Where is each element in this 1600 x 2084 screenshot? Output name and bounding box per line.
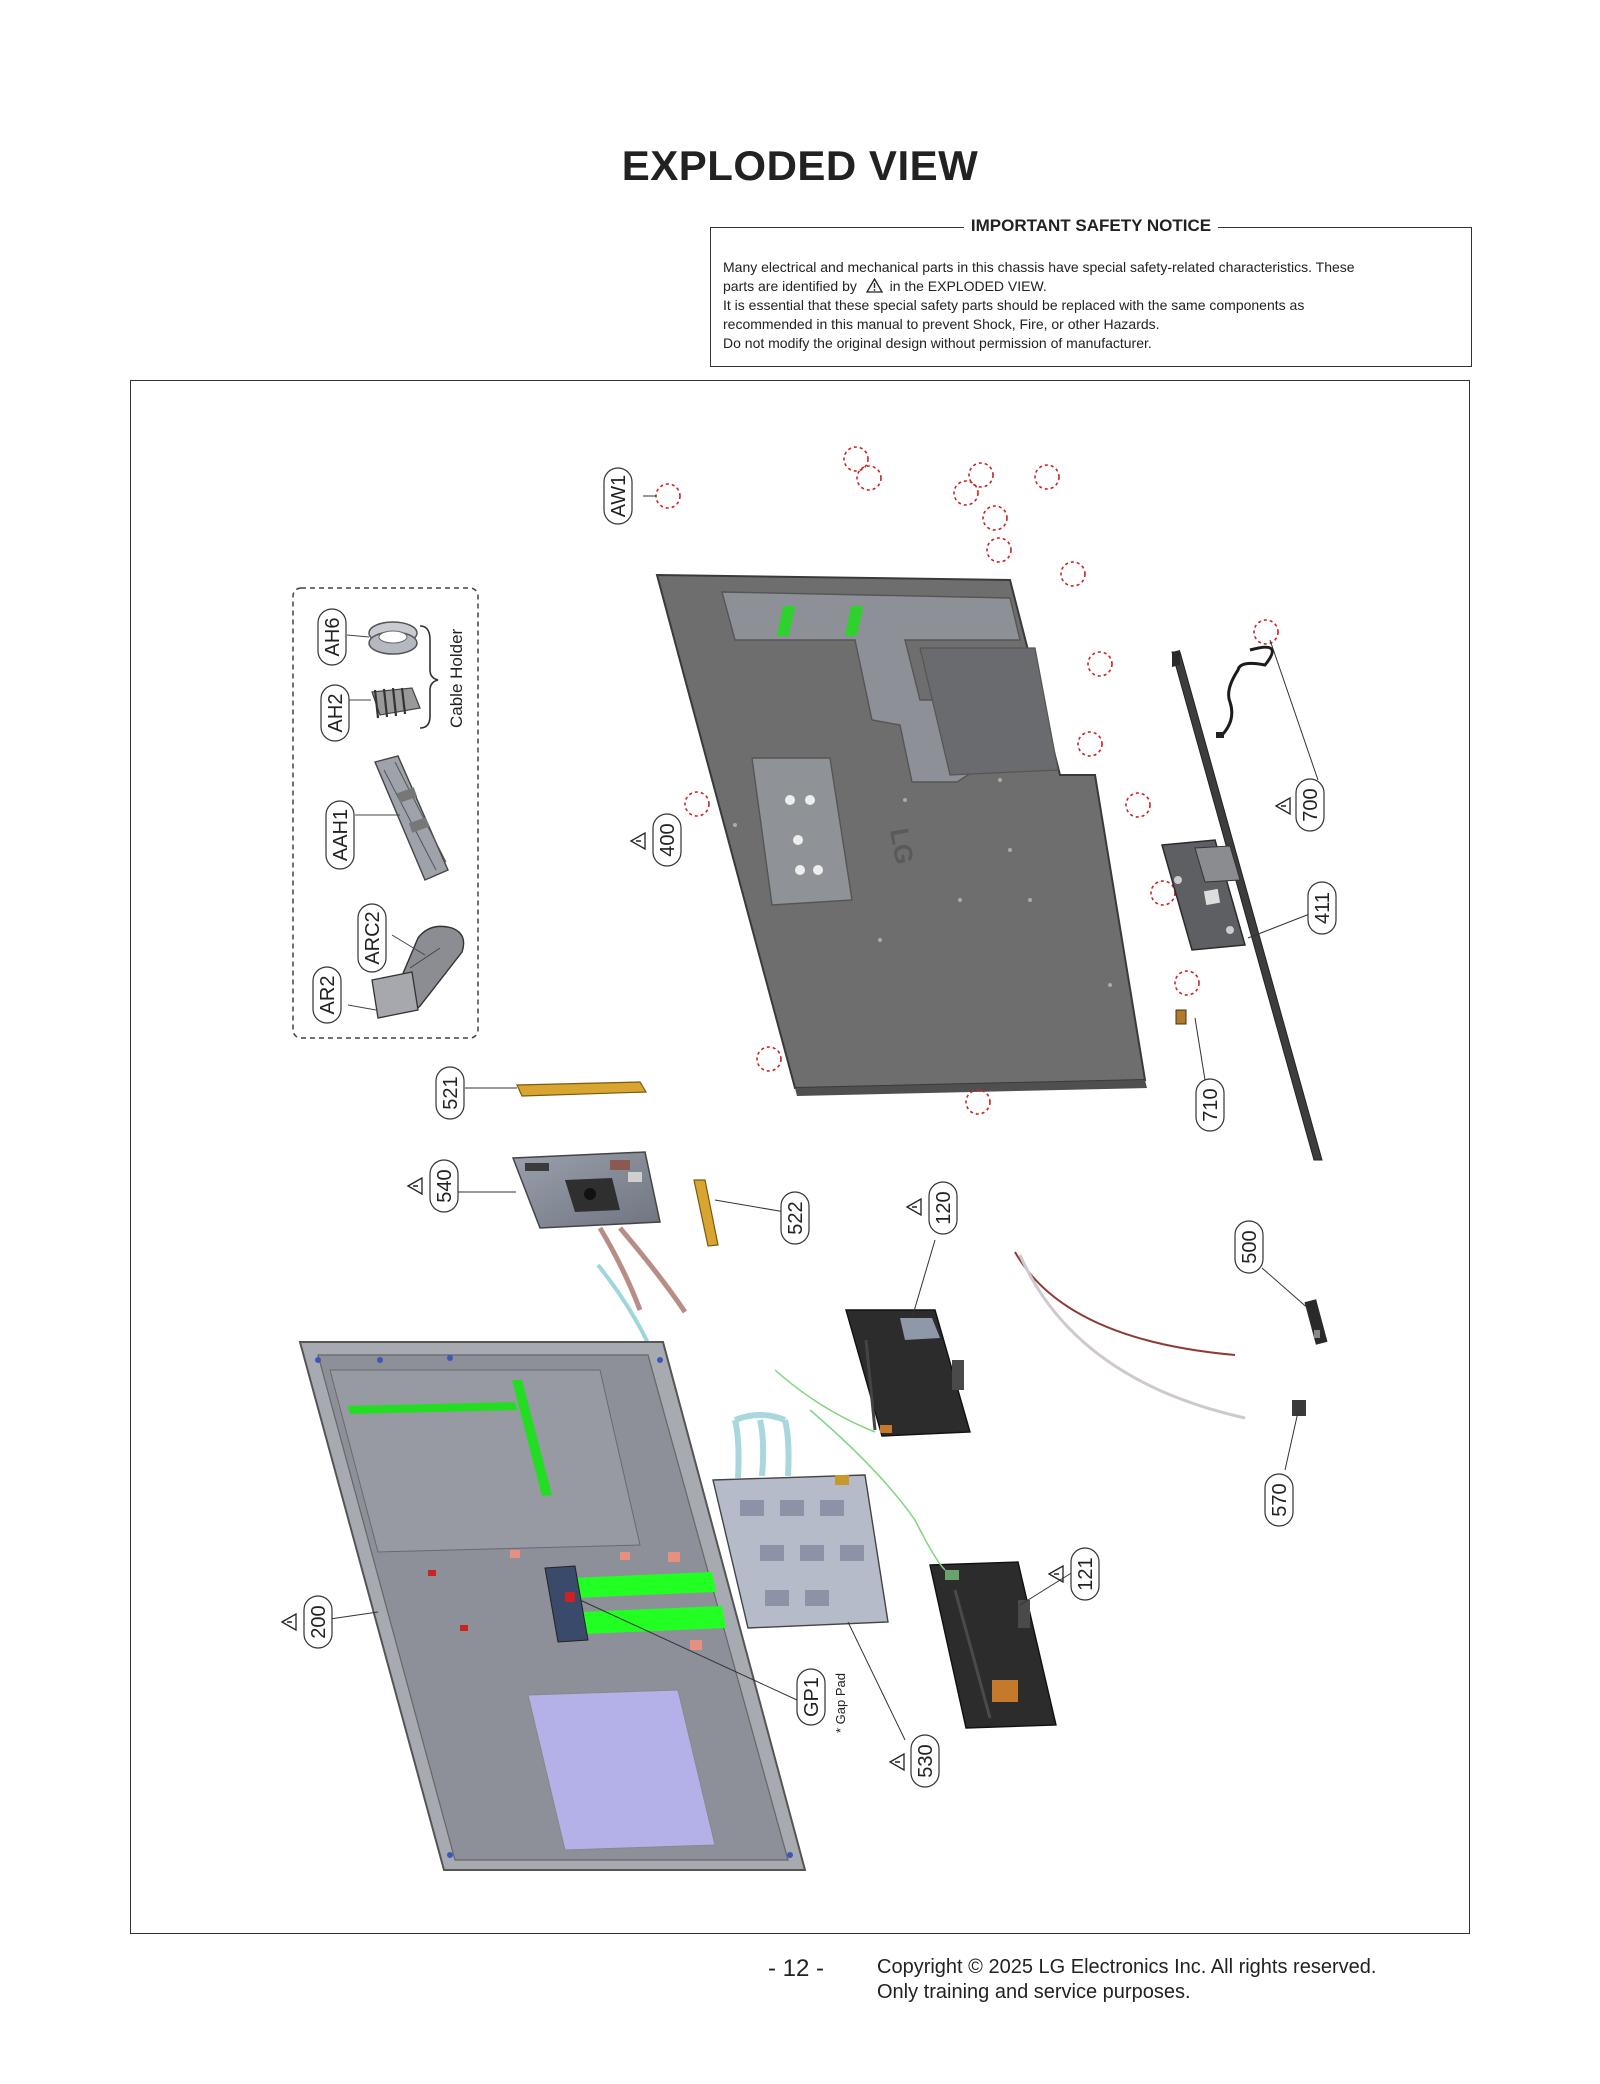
display-module-200 xyxy=(300,1342,805,1870)
callout-710-label: 710 xyxy=(1200,1088,1222,1122)
callout-540-label: 540 xyxy=(434,1169,456,1203)
callout-570-label: 570 xyxy=(1269,1483,1291,1517)
back-cover-400 xyxy=(657,575,1147,1096)
purpose-text: Only training and service purposes. xyxy=(877,1981,1191,2003)
safety-notice-title: IMPORTANT SAFETY NOTICE xyxy=(964,216,1218,235)
callout-ar2-label: AR2 xyxy=(317,975,339,1015)
callout-arc2 xyxy=(358,904,386,972)
callout-aw1-label: AW1 xyxy=(608,474,630,518)
callout-200-label: 200 xyxy=(308,1605,330,1639)
callout-400 xyxy=(653,814,681,866)
callout-521 xyxy=(436,1067,464,1119)
part-500 xyxy=(1305,1299,1328,1345)
callout-400-label: 400 xyxy=(657,823,679,857)
callout-gp1-label: GP1 xyxy=(801,1676,823,1718)
callout-521-label: 521 xyxy=(440,1076,462,1110)
callout-540 xyxy=(430,1160,458,1212)
tcon-board-530 xyxy=(713,1415,888,1628)
callout-ah6-label: AH6 xyxy=(322,617,344,657)
callout-ah2 xyxy=(321,685,349,741)
callout-411-label: 411 xyxy=(1312,892,1334,924)
board-521 xyxy=(517,1082,646,1096)
warning-triangle-icon-120 xyxy=(907,1199,921,1215)
cable-holder-ah2 xyxy=(347,688,420,718)
stand-bracket-411 xyxy=(1162,650,1322,1160)
notice-line-3: It is essential that these special safety parts should be replaced with the same components as xyxy=(723,297,1305,313)
callout-121-label: 121 xyxy=(1075,1557,1097,1591)
cable-holder-label: Cable Holder xyxy=(447,628,466,728)
remote-holder-ar2 xyxy=(348,972,418,1018)
warning-triangle-icon-200 xyxy=(282,1614,296,1630)
part-570 xyxy=(1292,1400,1306,1416)
callout-ar2 xyxy=(313,967,341,1023)
callout-530 xyxy=(911,1735,939,1787)
callout-120 xyxy=(929,1182,957,1234)
page-title: EXPLODED VIEW xyxy=(621,142,979,189)
warning-triangle-icon-540 xyxy=(408,1178,422,1194)
notice-line-2b: in the EXPLODED VIEW. xyxy=(889,278,1047,294)
copyright-text: Copyright © 2025 LG Electronics Inc. All rights reserved. xyxy=(877,1956,1377,1978)
callout-500 xyxy=(1235,1221,1263,1273)
callout-aah1-label: AAH1 xyxy=(330,808,352,862)
notice-line-2a: parts are identified by xyxy=(723,278,857,294)
back-cover-logo: LG xyxy=(884,825,920,867)
gap-pad-note: * Gap Pad xyxy=(833,1673,848,1733)
callout-ah2-label: AH2 xyxy=(325,693,347,733)
speaker-120 xyxy=(846,1310,970,1436)
callout-120-label: 120 xyxy=(933,1191,955,1225)
page-number: - 12 - xyxy=(768,1955,825,1982)
speaker-121 xyxy=(930,1562,1056,1728)
callout-700-label: 700 xyxy=(1300,788,1322,822)
notice-line-1: Many electrical and mechanical parts in this chassis have special safety-related characteristics. These xyxy=(723,259,1355,275)
notice-line-5: Do not modify the original design without permission of manufacturer. xyxy=(723,335,1152,351)
board-522 xyxy=(694,1180,718,1246)
callout-200 xyxy=(304,1596,332,1648)
notice-line-4: recommended in this manual to prevent Shock, Fire, or other Hazards. xyxy=(723,316,1160,332)
callout-710 xyxy=(1196,1079,1224,1131)
callout-aw1 xyxy=(604,468,632,524)
warning-triangle-icon-700 xyxy=(1276,798,1290,814)
callout-411 xyxy=(1308,882,1336,934)
callout-121 xyxy=(1071,1548,1099,1600)
callout-700 xyxy=(1296,779,1324,831)
callout-arc2-label: ARC2 xyxy=(362,911,384,965)
cable-holder-bracket xyxy=(420,626,438,728)
bracket-aah1 xyxy=(355,756,448,880)
part-710 xyxy=(1176,1010,1186,1024)
warning-triangle-icon-530 xyxy=(890,1754,904,1770)
callout-aah1 xyxy=(326,801,354,869)
footer-copyright xyxy=(877,1955,1376,2005)
callout-570 xyxy=(1265,1474,1293,1526)
callout-522-label: 522 xyxy=(785,1201,807,1235)
callout-gp1 xyxy=(797,1669,825,1725)
callout-522 xyxy=(781,1192,809,1244)
callout-ah6 xyxy=(318,609,346,665)
cable-holder-ah6 xyxy=(347,622,417,654)
ffc-cable-right xyxy=(620,1228,685,1312)
warning-triangle-icon-400 xyxy=(631,833,645,849)
callout-530-label: 530 xyxy=(915,1744,937,1778)
main-board-540 xyxy=(513,1152,660,1228)
cable-700 xyxy=(1216,647,1272,738)
callout-500-label: 500 xyxy=(1239,1230,1261,1264)
